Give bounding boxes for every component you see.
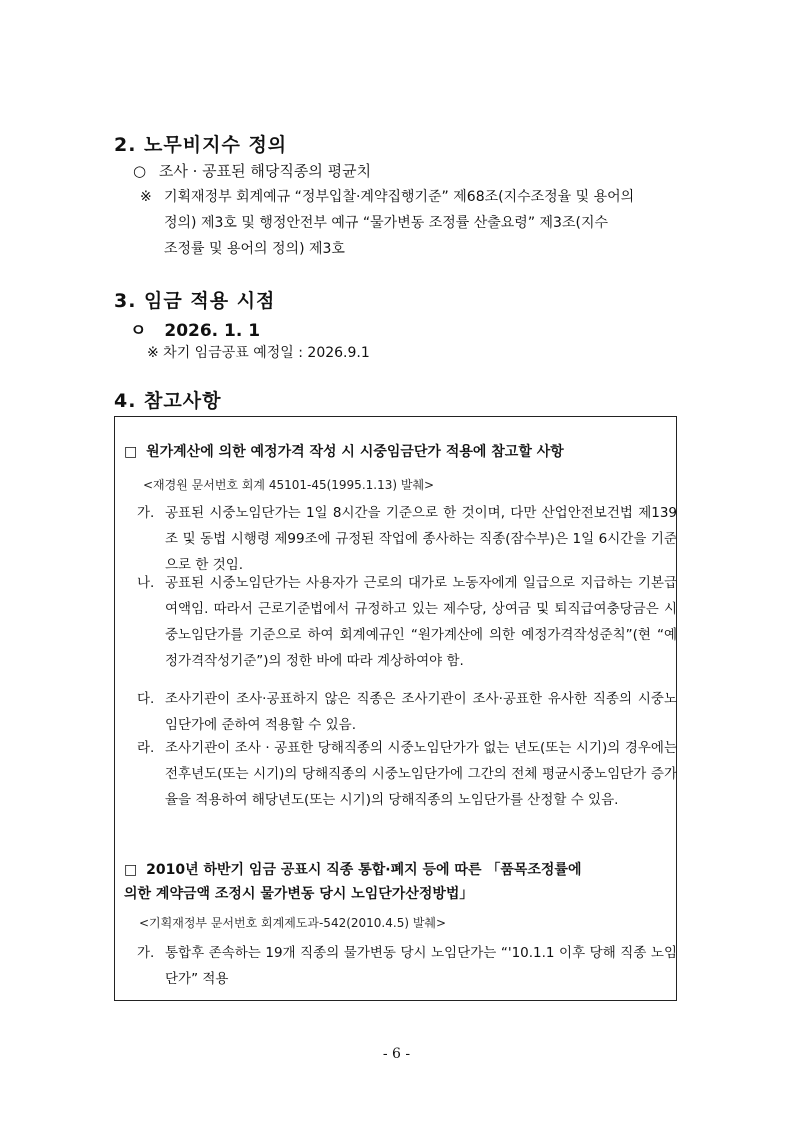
section-2-note-line-1: 기획재정부 회계예규 “정부입찰·계약집행기준” 제68조(지수조정율 및 용어의 — [164, 189, 635, 205]
box1-title-row — [124, 441, 564, 461]
box1-title: 원가계산에 의한 예정가격 작성 시 시중임금단가 적용에 참고할 사항 — [146, 444, 564, 460]
item-marker: 가. — [137, 945, 155, 961]
item-text: 통합후 존속하는 19개 직종의 물가변동 당시 노임단가는 “'10.1.1 이후 당해 직종 노임단가” 적용 — [165, 945, 677, 987]
section-3-heading: 3. 임금 적용 시점 — [114, 290, 276, 312]
section-3-note: ※ 차기 임금공표 예정일 : 2026.9.1 — [147, 345, 370, 361]
box2-item-ga — [137, 940, 677, 992]
page-number: - 6 - — [382, 1046, 411, 1062]
section-2-bullet-text: 조사 · 공표된 해당직종의 평균치 — [158, 162, 372, 180]
section-2-heading: 2. 노무비지수 정의 — [114, 134, 288, 156]
section-3-date: 2026. 1. 1 — [164, 321, 261, 341]
item-text: 공표된 시중노임단가는 1일 8시간을 기준으로 한 것이며, 다만 산업안전보건법 제139조 및 동법 시행령 제99조에 규정된 작업에 종사하는 직종(잠수부)은 1일 6시간을 기준으로 한 것임. — [165, 505, 677, 573]
section-2-note-line-2: 정의) 제3호 및 행정안전부 예규 “물가변동 조정률 산출요령” 제3조(지수 — [164, 215, 608, 231]
box2-title-line-1: 2010년 하반기 임금 공표시 직종 통합·폐지 등에 따른 「품목조정률에 — [146, 862, 582, 878]
item-marker: 나. — [137, 575, 155, 591]
circle-bullet-icon: ㅇ — [130, 321, 147, 341]
box1-item-na — [137, 570, 677, 674]
section-3-bullet — [130, 316, 260, 341]
box1-source: <재경원 문서번호 회계 45101-45(1995.1.13) 발췌> — [143, 478, 435, 492]
section-2-bullet — [133, 158, 371, 184]
checkbox-icon: □ — [124, 862, 138, 878]
circle-bullet-icon: ○ — [133, 162, 147, 180]
section-4-heading: 4. 참고사항 — [114, 390, 222, 412]
section-2-note — [164, 184, 679, 262]
item-marker: 가. — [137, 505, 155, 521]
item-marker: 라. — [137, 740, 155, 756]
box1-item-ra — [137, 735, 677, 813]
item-text: 공표된 시중노임단가는 사용자가 근로의 대가로 노동자에게 일급으로 지급하는 기본급여액임. 따라서 근로기준법에서 규정하고 있는 제수당, 상여금 및 퇴직급여충당금은 시중노임단가를 기준으로 하여 회계예규인 “원가계산에 의한 예정가격작성준칙”(현 “예정가격작성기준”)의 정한 바에 따라 계상하여야 함. — [165, 575, 677, 669]
box2-title — [124, 858, 672, 906]
reference-mark-icon: ※ — [140, 189, 152, 205]
item-text: 조사기관이 조사·공표하지 않은 직종은 조사기관이 조사·공표한 유사한 직종의 시중노임단가에 준하여 적용할 수 있음. — [165, 691, 677, 733]
box1-item-da — [137, 686, 677, 738]
item-marker: 다. — [137, 691, 155, 707]
section-2-note-line-3: 조정률 및 용어의 정의) 제3호 — [164, 241, 345, 257]
box2-title-line-2: 의한 계약금액 조정시 물가변동 당시 노임단가산정방법」 — [124, 886, 474, 902]
box2-source: <기획재정부 문서번호 회계제도과-542(2010.4.5) 발췌> — [139, 916, 447, 930]
checkbox-icon: □ — [124, 444, 138, 460]
item-text: 조사기관이 조사 · 공표한 당해직종의 시중노임단가가 없는 년도(또는 시기)의 경우에는 전후년도(또는 시기)의 당해직종의 시중노임단가에 그간의 전체 평균시중노임단가 증가율을 적용하여 해당년도(또는 시기)의 당해직종의 노임단가를 산정할 수 있음. — [165, 740, 677, 808]
box1-item-ga — [137, 500, 677, 578]
